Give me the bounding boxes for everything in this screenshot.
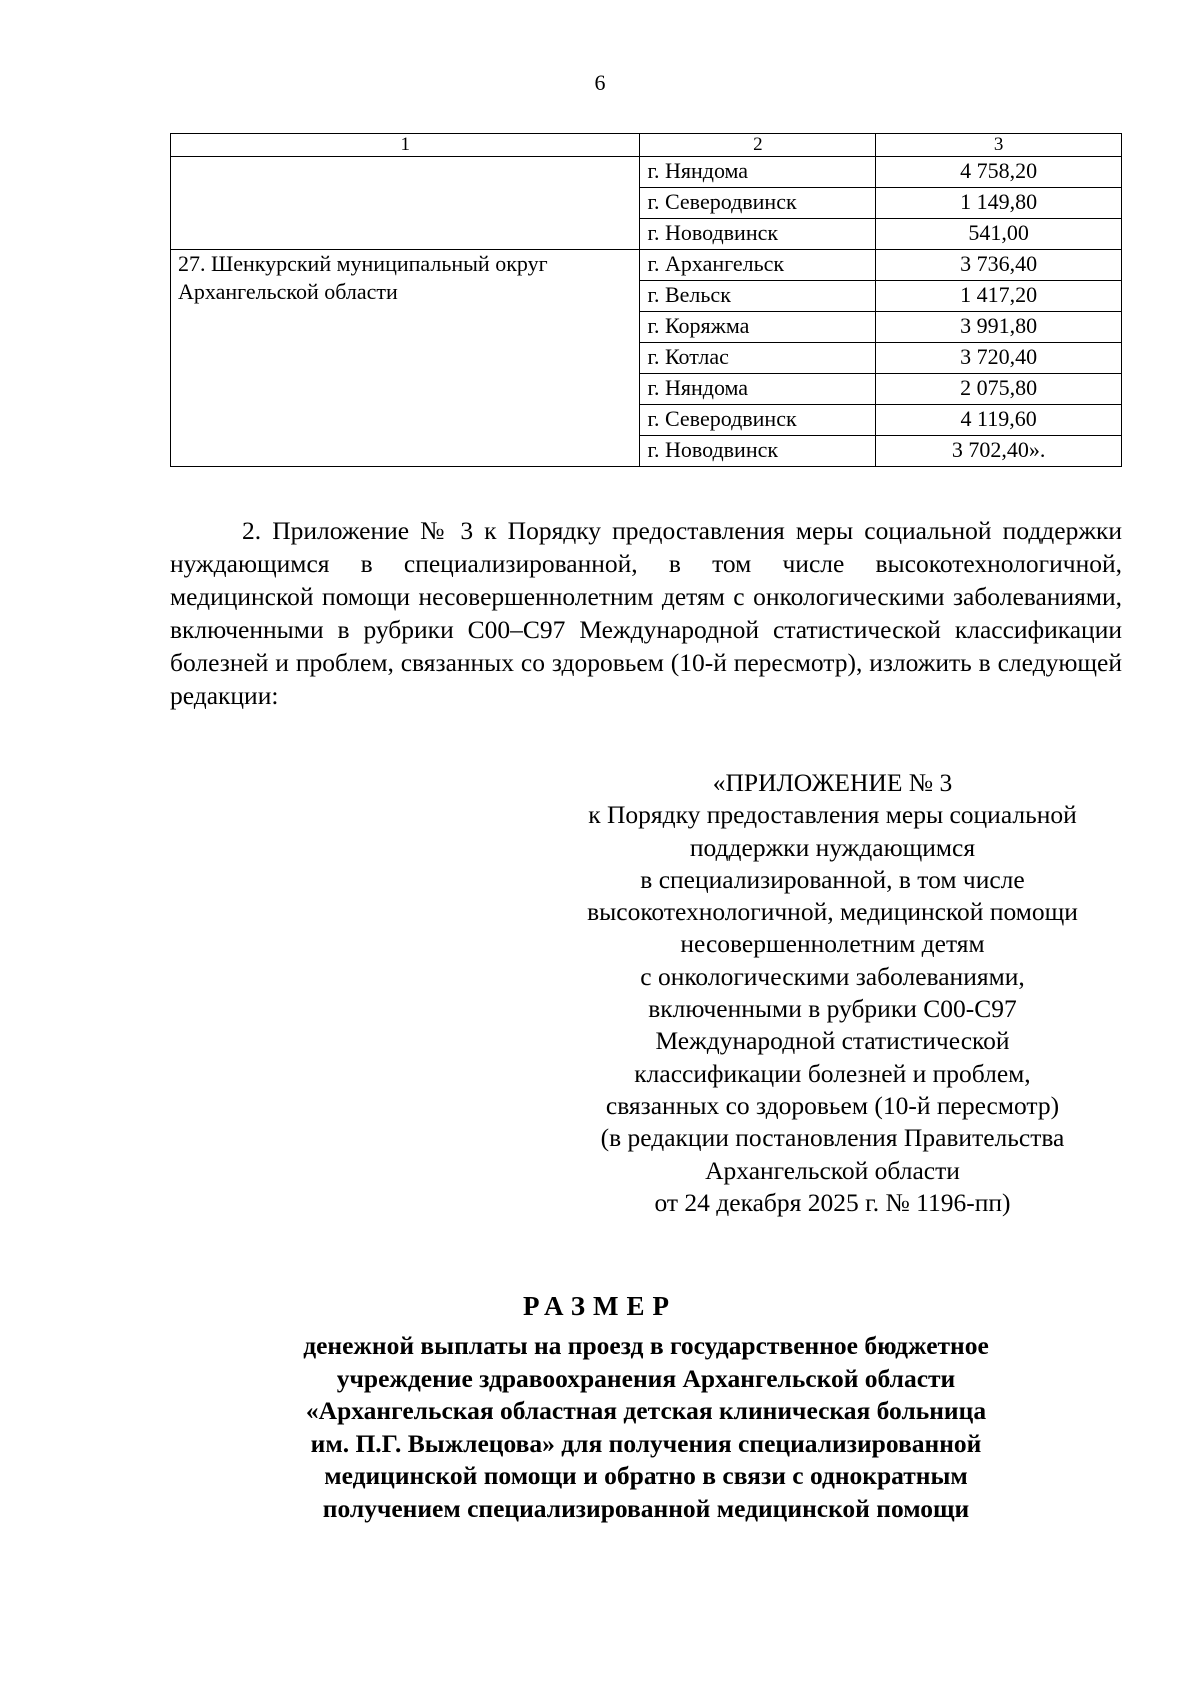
- appendix-line: Архангельской области: [705, 1155, 960, 1185]
- amount-cell: 2 075,80: [876, 374, 1122, 405]
- city-cell: г. Вельск: [640, 281, 876, 312]
- appendix-line: связанных со здоровьем (10-й пересмотр): [605, 1090, 1060, 1120]
- column-header-1: 1: [171, 134, 640, 157]
- amount-cell: 3 702,40».: [876, 436, 1122, 467]
- city-cell: г. Новодвинск: [640, 219, 876, 250]
- amount-cell: 4 119,60: [876, 405, 1122, 436]
- table-row: [171, 250, 1122, 281]
- subtitle-line: получением специализированной медицинской помощи: [322, 1493, 970, 1523]
- appendix-line: поддержки нуждающимся: [689, 832, 976, 862]
- district-cell-continued: [171, 157, 640, 250]
- travel-cost-table: [170, 133, 1122, 467]
- subtitle-line: учреждение здравоохранения Архангельской области: [336, 1363, 956, 1393]
- table-row: [171, 157, 1122, 188]
- city-cell: г. Няндома: [640, 157, 876, 188]
- amount-cell: 3 736,40: [876, 250, 1122, 281]
- subtitle-line: им. П.Г. Выжлецова» для получения специализированной: [310, 1428, 982, 1458]
- page-number: 6: [594, 70, 606, 95]
- city-cell: г. Коряжма: [640, 312, 876, 343]
- size-subtitle: [170, 1330, 1122, 1525]
- amount-cell: 3 991,80: [876, 312, 1122, 343]
- subtitle-line: денежной выплаты на проезд в государственное бюджетное: [303, 1331, 989, 1360]
- city-cell: г. Котлас: [640, 343, 876, 374]
- appendix-line: (в редакции постановления Правительства: [600, 1123, 1065, 1153]
- subtitle-line: «Архангельская областная детская клиническая больница: [305, 1396, 987, 1425]
- appendix-line: к Порядку предоставления меры социальной: [588, 800, 1077, 830]
- city-cell: г. Архангельск: [640, 250, 876, 281]
- city-cell: г. Северодвинск: [640, 405, 876, 436]
- size-title: РАЗМЕР: [522, 1291, 678, 1321]
- city-cell: г. Няндома: [640, 374, 876, 405]
- appendix-line: в специализированной, в том числе: [640, 864, 1025, 894]
- appendix-line: высокотехнологичной, медицинской помощи: [587, 897, 1078, 927]
- appendix-line: Международной статистической: [655, 1026, 1010, 1056]
- city-cell: г. Новодвинск: [640, 436, 876, 467]
- appendix-line: несовершеннолетним детям: [680, 929, 985, 959]
- amount-cell: 541,00: [876, 219, 1122, 250]
- amendment-paragraph: 2. Приложение № 3 к Порядку предоставления меры социальной поддержки нуждающимся в специализированной, в том числе высокотехнологичной, медицинской помощи несовершеннолетним детям с онкологическими заболеваниями, включенными в рубрики C00–C97 Международной статистической классификации болезней и проблем, связанных со здоровьем (10-й пересмотр), изложить в следующей редакции:: [170, 516, 1122, 710]
- appendix-heading: [540, 767, 1125, 1219]
- appendix-line: «ПРИЛОЖЕНИЕ № 3: [712, 768, 953, 797]
- appendix-line: от 24 декабря 2025 г. № 1196-пп): [654, 1187, 1011, 1217]
- appendix-line: включенными в рубрики C00-C97: [648, 994, 1017, 1024]
- amount-cell: 3 720,40: [876, 343, 1122, 374]
- table-header-row: [171, 134, 1122, 157]
- column-header-2: 2: [640, 134, 876, 157]
- column-header-3: 3: [876, 134, 1122, 157]
- amount-cell: 1 149,80: [876, 188, 1122, 219]
- amount-cell: 4 758,20: [876, 157, 1122, 188]
- amount-cell: 1 417,20: [876, 281, 1122, 312]
- subtitle-line: медицинской помощи и обратно в связи с однократным: [324, 1461, 968, 1490]
- appendix-line: с онкологическими заболеваниями,: [640, 961, 1025, 991]
- district-cell: 27. Шенкурский муниципальный округ Архангельской области: [171, 250, 640, 467]
- appendix-line: классификации болезней и проблем,: [634, 1058, 1031, 1088]
- city-cell: г. Северодвинск: [640, 188, 876, 219]
